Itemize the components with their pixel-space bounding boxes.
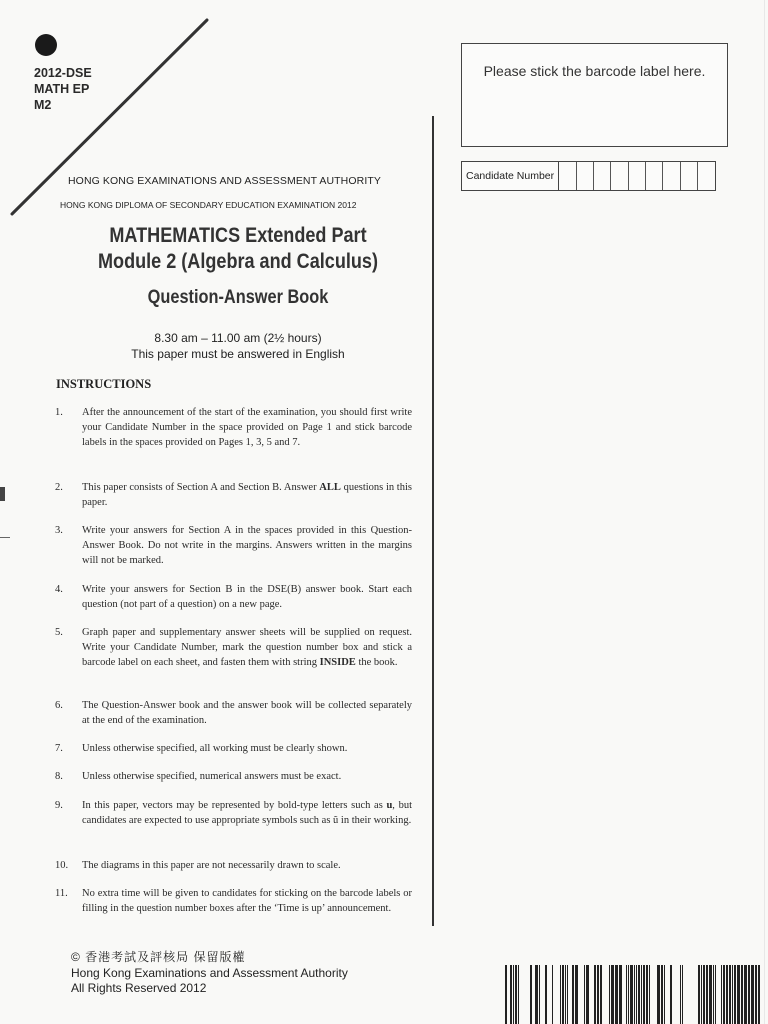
instruction-item xyxy=(55,741,412,756)
barcode-stripe xyxy=(594,965,596,1024)
barcode-stripe xyxy=(682,965,683,1024)
instruction-text: Unless otherwise specified, numerical answers must be exact. xyxy=(82,771,342,782)
candidate-number-box[interactable] xyxy=(663,162,680,190)
instruction-text: No extra time will be given to candidates for sticking on the barcode labels or filling in the question number boxes after the ‘Time is up’ announcement. xyxy=(82,888,412,915)
barcode-stripe xyxy=(726,965,728,1024)
barcode-stripe xyxy=(721,965,722,1024)
barcode-stripe xyxy=(630,965,633,1024)
instruction-item xyxy=(55,769,412,784)
barcode-stripe xyxy=(638,965,640,1024)
instruction-text: The diagrams in this paper are not necessarily drawn to scale. xyxy=(82,860,341,871)
instruction-number: 9. xyxy=(55,800,63,811)
copyright-block xyxy=(71,950,348,997)
barcode-stripe xyxy=(567,965,568,1024)
barcode-stripe xyxy=(586,965,589,1024)
copyright-rights: All Rights Reserved 2012 xyxy=(71,981,207,995)
barcode-stripe xyxy=(737,965,740,1024)
instruction-item xyxy=(55,798,412,828)
barcode-stripe xyxy=(505,965,507,1024)
barcode-stripe xyxy=(680,965,681,1024)
instruction-item xyxy=(55,698,412,728)
candidate-number-box[interactable] xyxy=(559,162,576,190)
barcode-stripe xyxy=(729,965,731,1024)
barcode-stripe xyxy=(715,965,716,1024)
subject-title: MATHEMATICS Extended Part xyxy=(109,224,367,247)
barcode-stripe xyxy=(619,965,622,1024)
instruction-item xyxy=(55,405,412,450)
barcode-stripe xyxy=(515,965,517,1024)
barcode-stripe xyxy=(572,965,574,1024)
paper-code-line: 2012-DSE xyxy=(34,66,92,80)
barcode-stripe xyxy=(748,965,750,1024)
barcode-stripe xyxy=(657,965,660,1024)
authority-name: HONG KONG EXAMINATIONS AND ASSESSMENT AUTHORITY xyxy=(68,175,381,187)
barcode-stripe xyxy=(615,965,618,1024)
candidate-number-box[interactable] xyxy=(594,162,611,190)
instruction-text: The Question-Answer book and the answer book will be collected separately at the end of the examination. xyxy=(82,700,412,727)
instruction-text: This paper consists of Section A and Section B. Answer ALL questions in this paper. xyxy=(82,482,412,509)
barcode-stripe xyxy=(643,965,645,1024)
barcode-stripe xyxy=(701,965,702,1024)
exam-name: HONG KONG DIPLOMA OF SECONDARY EDUCATION EXAMINATION 2012 xyxy=(60,200,357,210)
instruction-number: 2. xyxy=(55,482,63,493)
barcode-stripe xyxy=(698,965,700,1024)
barcode-stripe xyxy=(670,965,672,1024)
instruction-item xyxy=(55,858,412,873)
paper-code-line: MATH EP xyxy=(34,82,90,96)
barcode-stripe xyxy=(758,965,760,1024)
barcode-stripe xyxy=(634,965,635,1024)
instruction-item xyxy=(55,886,412,916)
instruction-number: 3. xyxy=(55,525,63,536)
candidate-number-box[interactable] xyxy=(681,162,698,190)
barcode-stripe xyxy=(609,965,610,1024)
language-note: This paper must be answered in English xyxy=(131,347,345,361)
instruction-number: 11. xyxy=(55,888,68,899)
barcode-stripe xyxy=(575,965,578,1024)
instruction-number: 4. xyxy=(55,584,63,595)
barcode-stripe xyxy=(723,965,725,1024)
page-edge xyxy=(764,0,765,1024)
paper-code-line: M2 xyxy=(34,98,52,112)
instruction-item xyxy=(55,625,412,670)
barcode-stripe xyxy=(664,965,665,1024)
instruction-number: 1. xyxy=(55,407,63,418)
barcode-stripe xyxy=(597,965,599,1024)
barcode-stripe xyxy=(530,965,532,1024)
barcode-stripe xyxy=(552,965,553,1024)
barcode-stripe xyxy=(600,965,602,1024)
barcode-stripe xyxy=(751,965,754,1024)
barcode-stripe xyxy=(706,965,708,1024)
edge-mark xyxy=(0,487,5,501)
barcode-stripe xyxy=(545,965,547,1024)
barcode-stripe xyxy=(584,965,585,1024)
instruction-number: 8. xyxy=(55,771,63,782)
instruction-text: After the announcement of the start of the examination, you should first write your Candidate Number in the space provided on Page 1 and stick barcode labels in the spaces provided on Pages 1, 3, 5 and 7. xyxy=(82,407,412,449)
candidate-number-box[interactable] xyxy=(646,162,663,190)
instruction-item xyxy=(55,523,412,568)
instruction-number: 7. xyxy=(55,743,63,754)
edge-mark xyxy=(0,537,10,538)
book-title: Question-Answer Book xyxy=(147,287,329,308)
barcode-stripe xyxy=(560,965,561,1024)
barcode-stripe xyxy=(703,965,705,1024)
module-title: Module 2 (Algebra and Calculus) xyxy=(98,250,378,273)
barcode-stripe xyxy=(510,965,512,1024)
candidate-number-label: Candidate Number xyxy=(462,162,559,190)
candidate-number-field[interactable] xyxy=(461,161,716,191)
instruction-text: Write your answers for Section A in the spaces provided in this Question-Answer Book. Do not write in the margins. Answers written in the margins will not be marked. xyxy=(82,525,412,567)
barcode-stripe xyxy=(626,965,627,1024)
candidate-number-box[interactable] xyxy=(629,162,646,190)
paper-code xyxy=(34,65,92,113)
barcode-stripe xyxy=(734,965,736,1024)
barcode-stripe xyxy=(565,965,566,1024)
exam-time: 8.30 am – 11.00 am (2½ hours) xyxy=(154,331,322,345)
barcode-label-box xyxy=(461,43,728,147)
instruction-item xyxy=(55,480,412,510)
barcode-stripe xyxy=(518,965,519,1024)
candidate-number-box[interactable] xyxy=(698,162,714,190)
candidate-number-box[interactable] xyxy=(611,162,628,190)
barcode-stripe xyxy=(744,965,747,1024)
copyright-english: Hong Kong Examinations and Assessment Authority xyxy=(71,965,348,980)
instruction-text: Graph paper and supplementary answer sheets will be supplied on request. Write your Candidate Number, mark the question number box and stick a barcode label on each sheet, and fasten them with string INSIDE the book. xyxy=(82,627,412,669)
instruction-number: 6. xyxy=(55,700,63,711)
barcode-stripe xyxy=(646,965,648,1024)
registration-dot xyxy=(35,34,57,56)
barcode-stripe xyxy=(732,965,733,1024)
barcode-stripe xyxy=(628,965,629,1024)
barcode-stripe xyxy=(755,965,757,1024)
barcode-stripe xyxy=(513,965,514,1024)
candidate-number-box[interactable] xyxy=(577,162,594,190)
barcode-stripe xyxy=(649,965,650,1024)
instruction-number: 5. xyxy=(55,627,63,638)
instruction-item xyxy=(55,582,412,612)
instruction-number: 10. xyxy=(55,860,69,871)
instruction-text: In this paper, vectors may be represented by bold-type letters such as u, but candidates are expected to use appropriate symbols such as ũ in their working. xyxy=(82,800,412,827)
barcode-stripe xyxy=(713,965,714,1024)
barcode-stripe xyxy=(641,965,642,1024)
barcode-stripe xyxy=(636,965,637,1024)
barcode-stripe xyxy=(562,965,564,1024)
barcode-stripe xyxy=(611,965,614,1024)
instruction-text: Unless otherwise specified, all working must be clearly shown. xyxy=(82,743,348,754)
margin-divider xyxy=(432,116,434,926)
barcode-graphic xyxy=(504,965,761,1024)
copyright-chinese: © 香港考試及評核局 保留版權 xyxy=(71,950,246,964)
instruction-text: Write your answers for Section B in the DSE(B) answer book. Start each question (not part of a question) on a new page. xyxy=(82,584,412,611)
barcode-label-text: Please stick the barcode label here. xyxy=(483,63,706,79)
barcode-stripe xyxy=(741,965,743,1024)
barcode-stripe xyxy=(661,965,663,1024)
barcode-stripe xyxy=(535,965,538,1024)
barcode-stripe xyxy=(539,965,540,1024)
barcode-stripe xyxy=(709,965,712,1024)
instructions-heading: INSTRUCTIONS xyxy=(56,377,152,391)
